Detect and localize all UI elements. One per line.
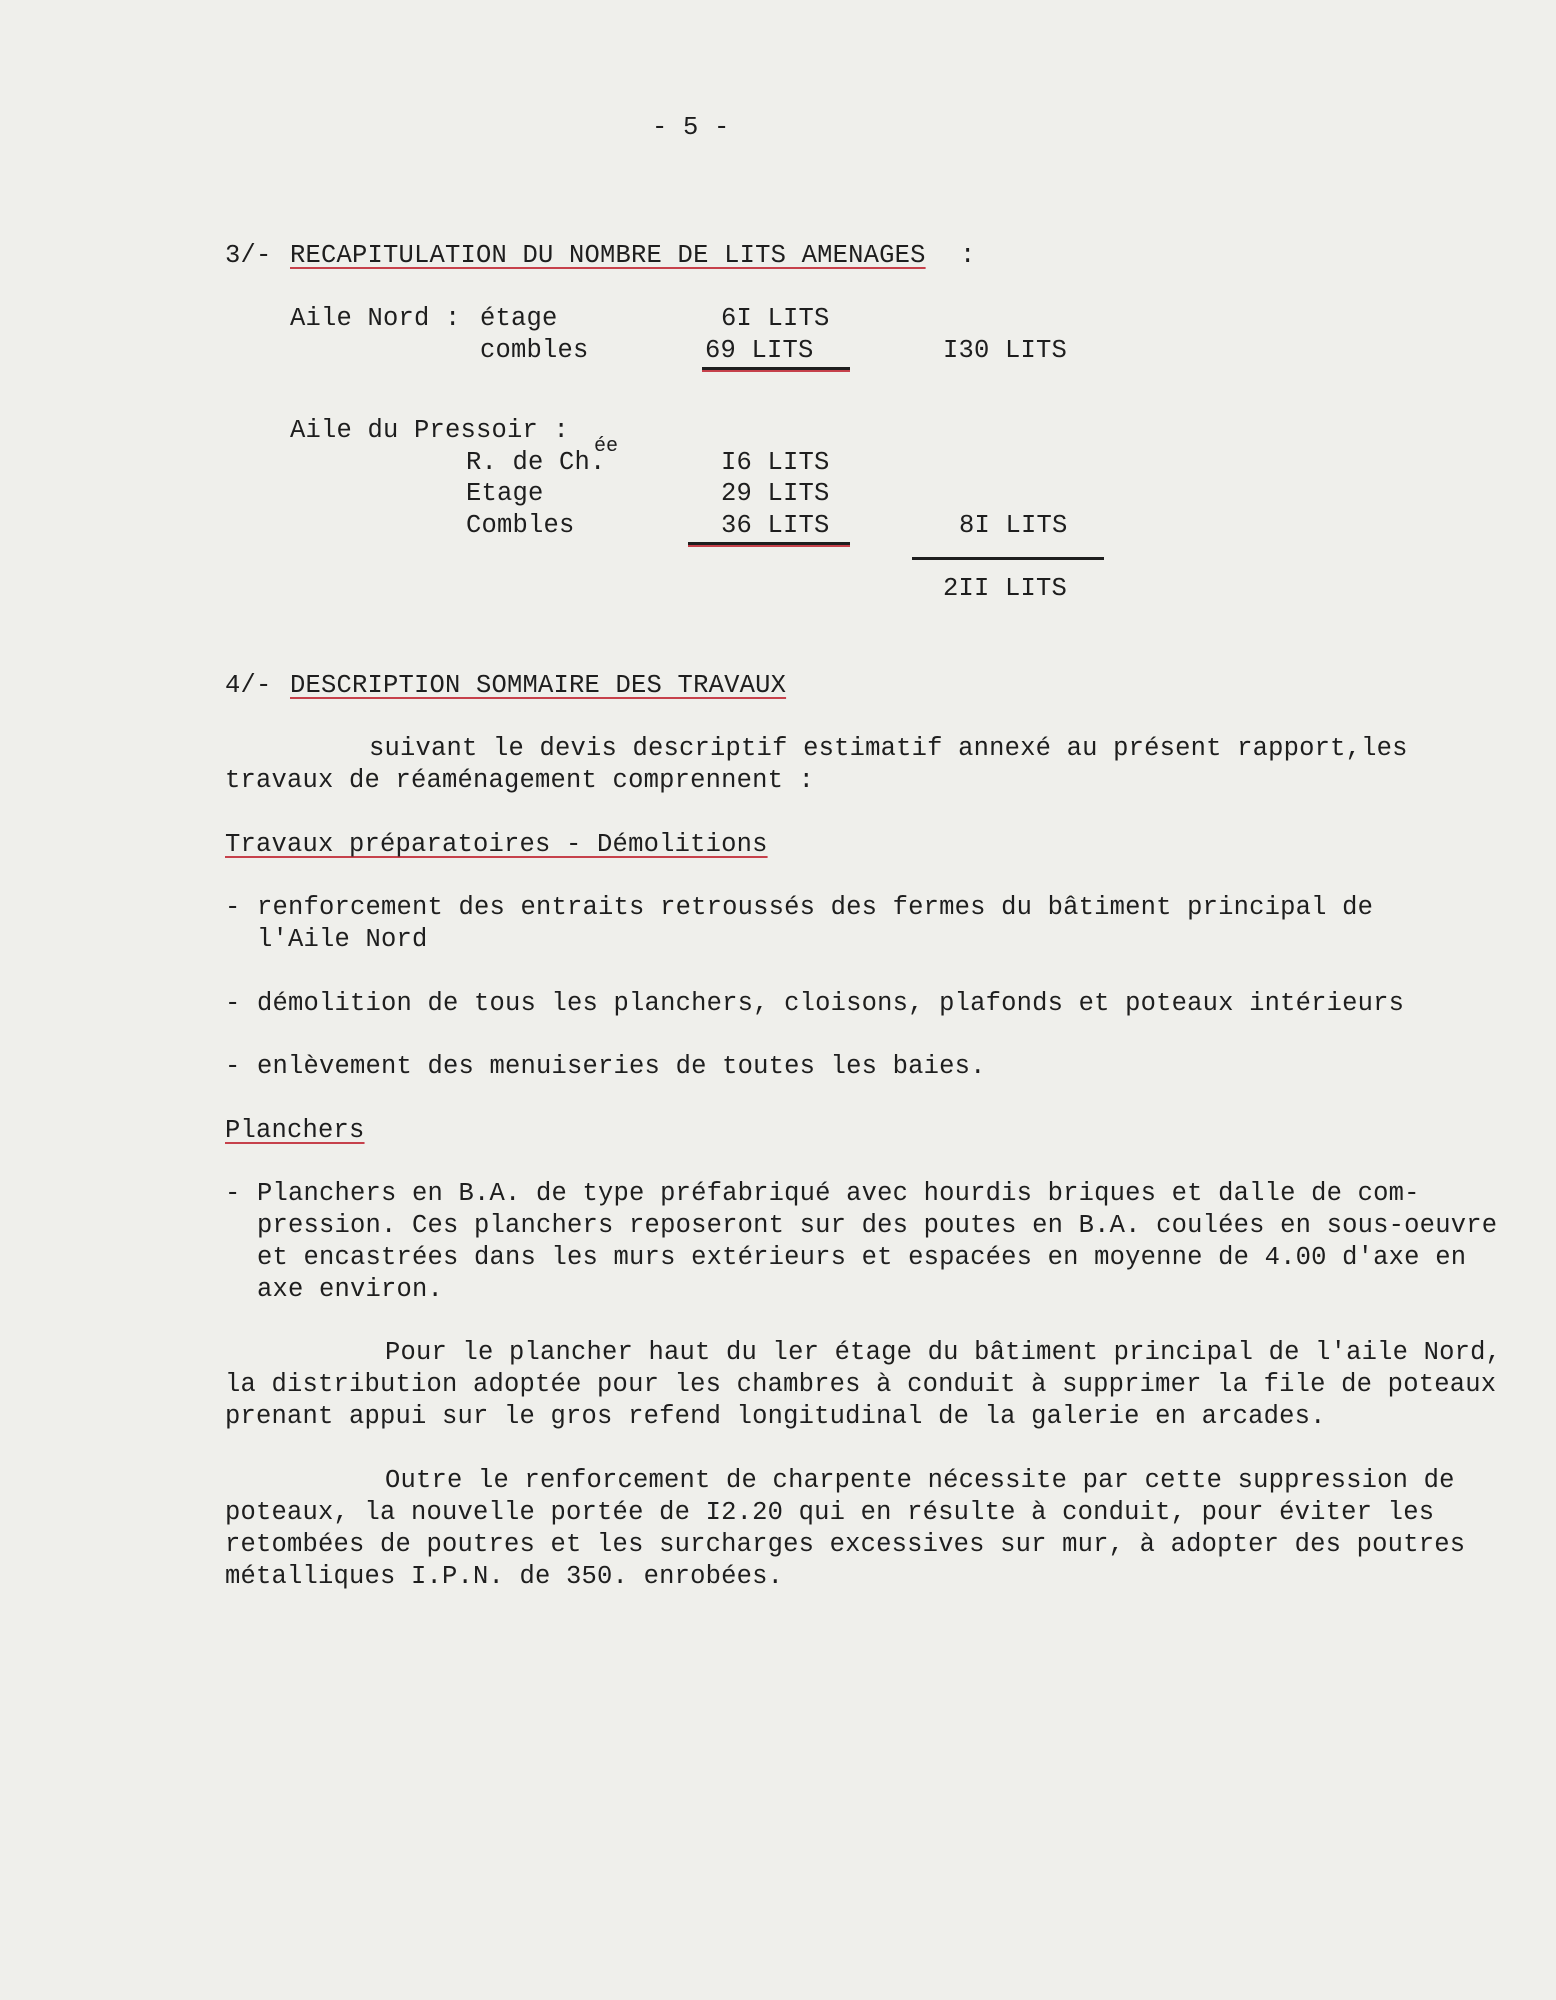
intro-line: suivant le devis descriptif estimatif annexé au présent rapport,les [369, 734, 1408, 763]
aile-nord-floor: étage [480, 304, 558, 333]
bullet-text: axe environ. [257, 1275, 444, 1304]
bullet-dash: - [225, 989, 241, 1018]
paragraph-line: Pour le plancher haut du ler étage du bâtiment principal de l'aile Nord, [385, 1338, 1502, 1367]
bullet-text: enlèvement des menuiseries de toutes les baies. [257, 1052, 986, 1081]
section-4-number: 4/- [225, 671, 272, 700]
aile-nord-floor: combles [480, 336, 589, 365]
bullet-text: pression. Ces planchers reposeront sur des poutes en B.A. coulées en sous-oeuvre [257, 1211, 1498, 1240]
paragraph-line: prenant appui sur le gros refend longitudinal de la galerie en arcades. [225, 1402, 1326, 1431]
bullet-text: Planchers en B.A. de type préfabriqué avec hourdis briques et dalle de com- [257, 1179, 1420, 1208]
superscript-ee: ée [594, 435, 619, 458]
aile-nord-label: Aile Nord : [290, 304, 461, 333]
intro-line: travaux de réaménagement comprennent : [225, 766, 815, 795]
aile-pressoir-count: I6 LITS [721, 448, 830, 477]
aile-pressoir-count: 36 LITS [721, 511, 830, 540]
bullet-text: et encastrées dans les murs extérieurs et espacées en moyenne de 4.00 d'axe en [257, 1243, 1467, 1272]
paragraph-line: la distribution adoptée pour les chambres à conduit à supprimer la file de poteaux [225, 1370, 1497, 1399]
paragraph-line: métalliques I.P.N. de 350. enrobées. [225, 1562, 784, 1591]
subtotal-rule [688, 542, 850, 545]
aile-pressoir-floor: R. de Ch. [466, 448, 606, 477]
paragraph-line: Outre le renforcement de charpente nécessite par cette suppression de [385, 1466, 1455, 1495]
aile-pressoir-subtotal: 8I LITS [959, 511, 1068, 540]
aile-pressoir-label: Aile du Pressoir : [290, 416, 570, 445]
grand-total: 2II LITS [943, 574, 1068, 603]
aile-nord-count: 6I LITS [721, 304, 830, 333]
section-3-heading-colon: : [960, 241, 976, 270]
section-4-heading: DESCRIPTION SOMMAIRE DES TRAVAUX [290, 671, 787, 700]
aile-nord-count: 69 LITS [705, 336, 814, 365]
subsection-title-demolitions: Travaux préparatoires - Démolitions [225, 830, 768, 859]
bullet-dash: - [225, 1179, 241, 1208]
bullet-dash: - [225, 893, 241, 922]
total-rule [912, 557, 1104, 560]
subtotal-rule [702, 367, 850, 370]
aile-pressoir-floor: Etage [466, 479, 544, 508]
paragraph-line: poteaux, la nouvelle portée de I2.20 qui en résulte à conduit, pour éviter les [225, 1498, 1435, 1527]
aile-pressoir-count: 29 LITS [721, 479, 830, 508]
section-3-number: 3/- [225, 241, 272, 270]
paragraph-line: retombées de poutres et les surcharges excessives sur mur, à adopter des poutres [225, 1530, 1466, 1559]
bullet-text: l'Aile Nord [257, 925, 428, 954]
section-3-heading: RECAPITULATION DU NOMBRE DE LITS AMENAGES [290, 241, 926, 270]
subsection-title-planchers: Planchers [225, 1116, 365, 1145]
aile-pressoir-floor: Combles [466, 511, 575, 540]
bullet-dash: - [225, 1052, 241, 1081]
bullet-text: démolition de tous les planchers, cloisons, plafonds et poteaux intérieurs [257, 989, 1405, 1018]
bullet-text: renforcement des entraits retroussés des fermes du bâtiment principal de [257, 893, 1374, 922]
aile-nord-subtotal: I30 LITS [943, 336, 1068, 365]
page-number: - 5 - [652, 113, 730, 142]
